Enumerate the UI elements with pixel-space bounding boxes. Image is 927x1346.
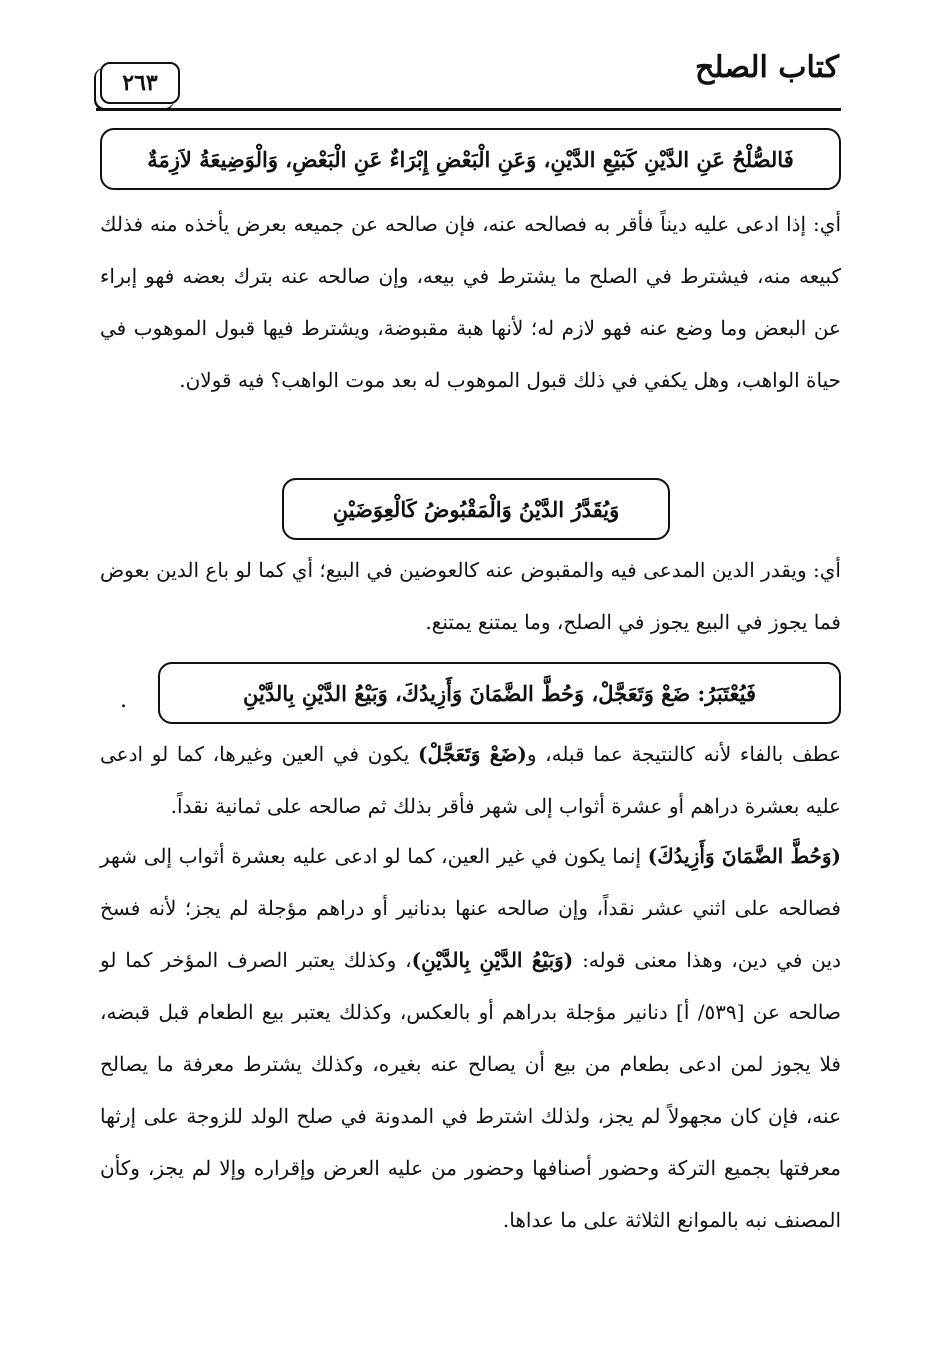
matn-box-1: فَالصُّلْحُ عَنِ الدَّيْنِ كَبَيْعِ الدَّيْنِ، وَعَنِ الْبَعْضِ إِبْرَاءٌ عَنِ الْبَعْضِ، وَالْوَضِيعَةُ لاَزِمَةٌ — [100, 128, 841, 190]
matn-quote: (وَحُطَّ الضَّمَانَ وَأَزِيدُكَ) — [647, 844, 841, 868]
paragraph-text: عطف بالفاء لأنه كالنتيجة عما قبله، و — [526, 742, 842, 766]
matn-box-3: فَيُعْتَبَرُ: ضَعْ وَتَعَجَّلْ، وَحُطَّ الضَّمَانَ وَأَزِيدُكَ، وَبَيْعُ الدَّيْنِ بِالدَّيْنِ — [158, 662, 841, 724]
commentary-paragraph-3 — [100, 728, 841, 832]
commentary-paragraph-1: أي: إذا ادعى عليه ديناً فأقر به فصالحه عنه، فإن صالحه عن جميعه بعرض يأخذه منه فذلك كبيعه منه، فيشترط في الصلح ما يشترط في بيعه، وإن صالحه عنه بترك بعضه فهو إبراء عن البعض وما وضع عنه فهو لازم له؛ لأنها هبة مقبوضة، ويشترط فيها قبول الموهوب في حياة الواهب، وهل يكفي في ذلك قبول الموهوب له بعد موت الواهب؟ فيه قولان. — [100, 212, 841, 392]
commentary-paragraph-4 — [100, 830, 841, 1246]
page-number: ٢٦٣ — [100, 62, 180, 104]
matn-box-2: وَيُقَدَّرُ الدَّيْنُ وَالْمَقْبُوضُ كَالْعِوَضَيْنِ — [282, 478, 670, 540]
matn-dot: . — [120, 688, 127, 713]
chapter-title: كتاب الصلح — [695, 50, 839, 85]
paragraph-text: ، وكذلك يعتبر الصرف المؤخر كما لو صالحه عن [٥٣٩/ أ] دنانير مؤجلة بدراهم أو بالعكس، وكذلك يعتبر بيع الطعام قبل قبضه، فلا يجوز لمن ادعى بطعام من بيع أن يصالح عنه بغيره، وكذلك يشترط معرفة ما يصالح عنه، فإن كان مجهولاً لم يجز، ولذلك اشترط في المدونة في صلح الولد للزوجة على إرثها معرفتها بجميع التركة وحضور أصنافها وحضور من عليه العرض وإقراره وإلا لم يجز، وكأن المصنف نبه بالموانع الثلاثة على ما عداها. — [100, 948, 842, 1232]
matn-quote: (وَبَيْعُ الدَّيْنِ بِالدَّيْنِ) — [411, 948, 574, 972]
paragraph-text: يكون في العين وغيرها، كما لو ادعى عليه بعشرة دراهم أو عشرة أثواب إلى شهر فأقر بذلك ثم صالحه على ثمانية نقداً. — [100, 742, 841, 818]
matn-quote: (ضَعْ وَتَعَجَّلْ) — [418, 742, 527, 766]
header-divider — [96, 108, 841, 111]
paragraph-text: إنما يكون في غير العين، كما لو ادعى عليه بعشرة أثواب إلى شهر فصالحه على اثني عشر نقداً، وإن صالحه عنها بدنانير أو دراهم مؤجلة لم يجز؛ لأنه فسخ دين في دين، وهذا معنى قوله: — [100, 844, 842, 972]
commentary-paragraph-2: أي: ويقدر الدين المدعى فيه والمقبوض عنه كالعوضين في البيع؛ أي كما لو باع الدين بعوض فما يجوز في البيع يجوز في الصلح، وما يمتنع يمتنع. — [100, 558, 841, 634]
